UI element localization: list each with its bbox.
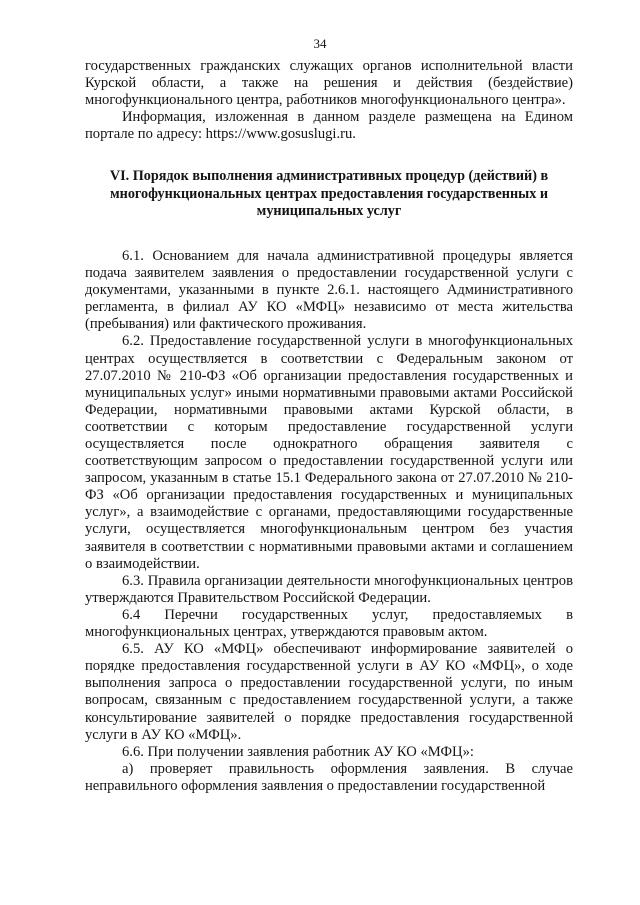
page-content: [85, 58, 573, 795]
paragraph-6-3: 6.3. Правила организации деятельности многофункциональных центров утверждаются Правительством Российской Федерации.: [85, 572, 573, 606]
paragraph-6-2: 6.2. Предоставление государственной услуги в многофункциональных центрах осуществляется в соответствии с Федеральным законом от 27.07.2010 № 210-ФЗ «Об организации предоставления государственных и муниципальных услуг» иными нормативными правовыми актами Российской Федерации, нормативными правовыми актами Курской области, в соответствии с которым предоставление государственной услуги осуществляется после однократного обращения заявителя с соответствующим запросом о предоставлении государственной услуги или запросом, указанным в статье 15.1 Федерального закона от 27.07.2010 № 210-ФЗ «Об организации предоставления государственных и муниципальных услуг», а взаимодействие с органами, предоставляющими государственные услуги, осуществляется многофункциональным центром без участия заявителя в соответствии с нормативными правовыми актами и соглашением о взаимодействии.: [85, 333, 573, 572]
paragraph-6-6-a: а) проверяет правильность оформления заявления. В случае неправильного оформления заявления о предоставлении государственной: [85, 760, 573, 794]
paragraph-6-4: 6.4 Перечни государственных услуг, предоставляемых в многофункциональных центрах, утверждаются правовым актом.: [85, 606, 573, 641]
section-heading: VI. Порядок выполнения административных процедур (действий) в многофункциональных центрах предоставления государственных и муниципальных услуг: [109, 168, 549, 220]
intro-paragraph-1: государственных гражданских служащих органов исполнительной власти Курской области, а также на решения и действия (бездействие) многофункционального центра, работников многофункционального центра».: [85, 58, 573, 109]
paragraph-6-1: 6.1. Основанием для начала административной процедуры является подача заявителем заявления о предоставлении государственной услуги с документами, указанными в пункте 2.6.1. настоящего Административного регламента, в филиал АУ КО «МФЦ» независимо от места жительства (пребывания) или фактического проживания.: [85, 247, 573, 333]
paragraph-6-5: 6.5. АУ КО «МФЦ» обеспечивают информирование заявителей о порядке предоставления государственной услуги в АУ КО «МФЦ», о ходе выполнения запроса о предоставлении государственной услуги, по иным вопросам, связанным с предоставлением государственной услуги, а также консультирование заявителей о порядке предоставления государственной услуги в АУ КО «МФЦ».: [85, 641, 573, 743]
paragraph-6-6: 6.6. При получении заявления работник АУ КО «МФЦ»:: [122, 743, 474, 760]
intro-paragraph-2: Информация, изложенная в данном разделе размещена на Едином портале по адресу: https://www.gosuslugi.ru.: [85, 109, 573, 143]
page-number: 34: [313, 36, 327, 51]
